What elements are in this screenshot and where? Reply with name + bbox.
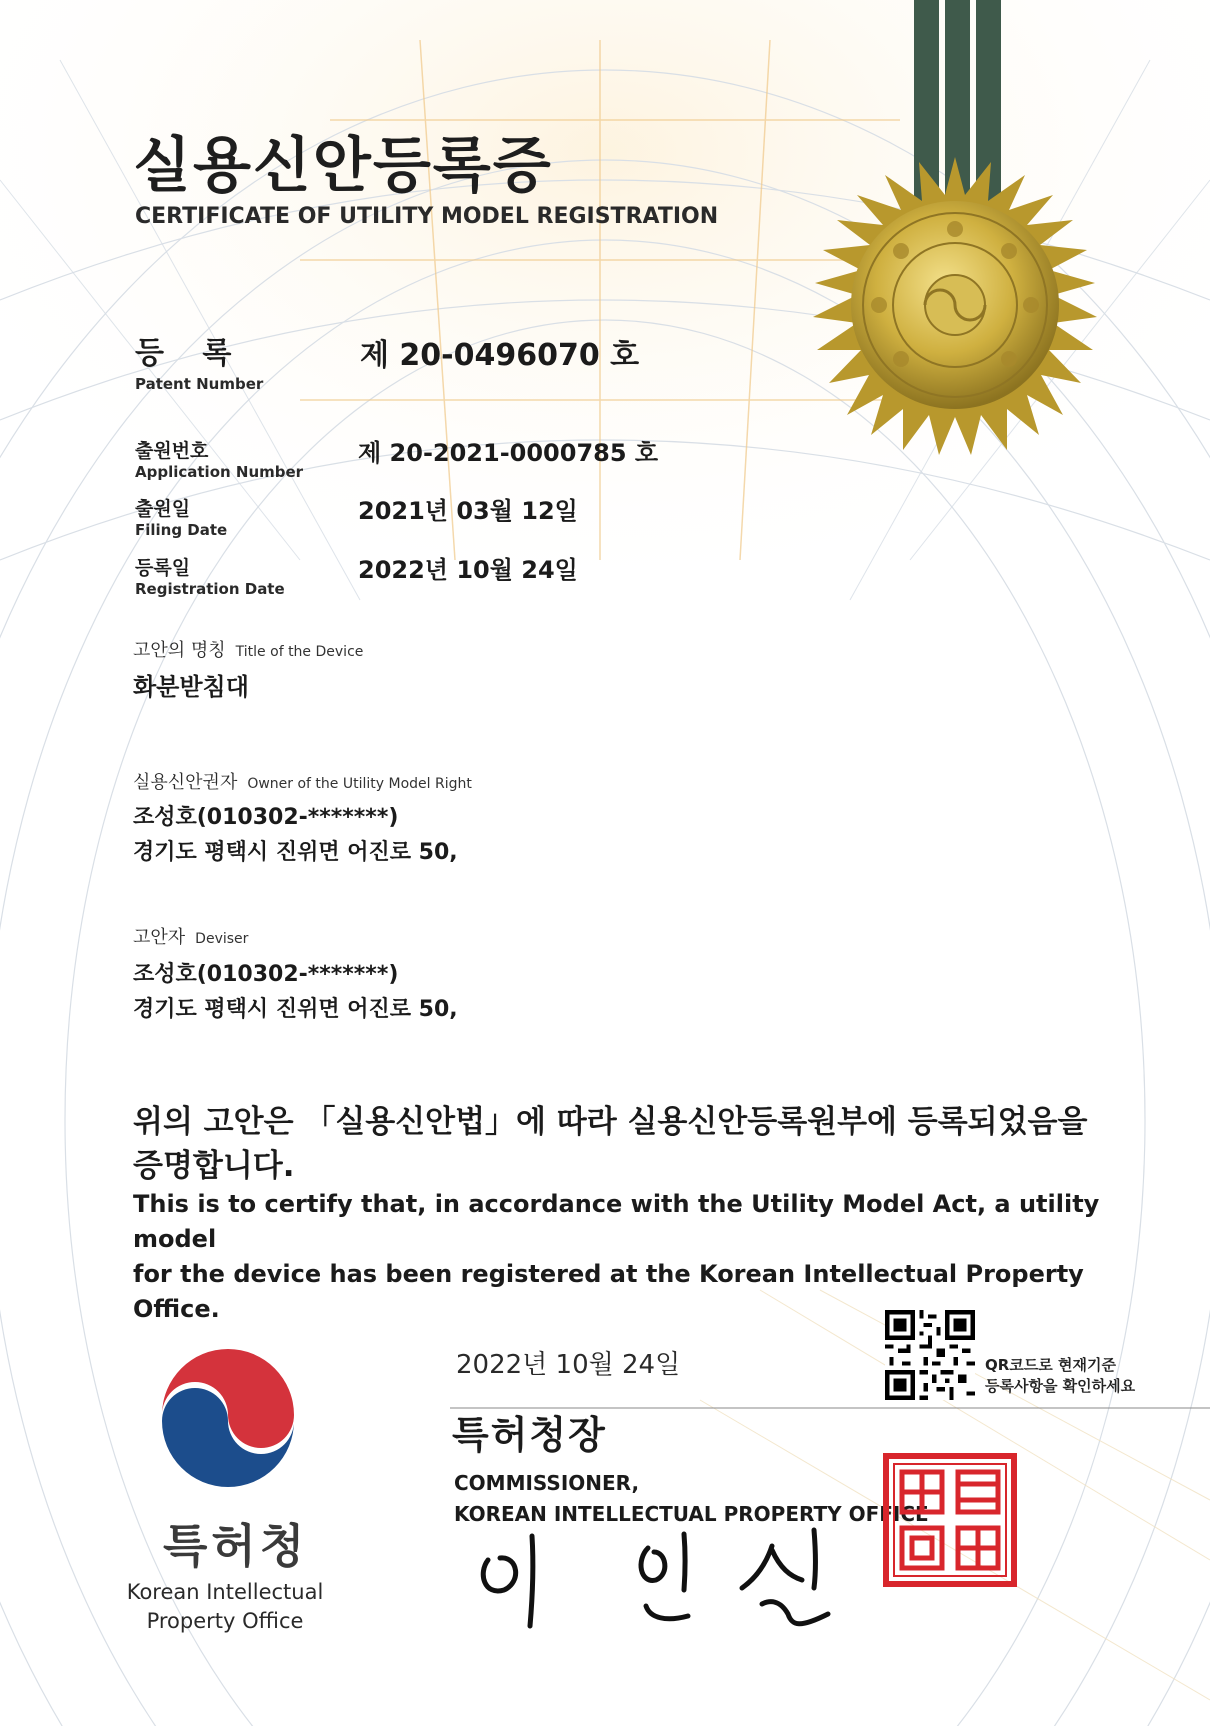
registration-date: 2022년 10월 24일 bbox=[358, 556, 578, 584]
commissioner-title-ko: 특허청장 bbox=[452, 1413, 607, 1457]
application-number: 제 20-2021-0000785 호 bbox=[358, 439, 659, 467]
statement-ko-line2: 증명합니다. bbox=[133, 1148, 295, 1184]
deviser-label-ko: 고안자 bbox=[133, 927, 186, 948]
application-label-en: Application Number bbox=[135, 463, 304, 481]
kipo-name-en bbox=[110, 1578, 340, 1636]
filing-label-ko: 출원일 bbox=[135, 498, 191, 520]
owner-address: 경기도 평택시 진위면 어진로 50, bbox=[133, 840, 458, 865]
official-red-seal bbox=[880, 1450, 1020, 1590]
statement-en-line1: This is to certify that, in accordance with the Utility Model Act, a utility model bbox=[133, 1190, 1100, 1253]
registration-label-ko: 등 록 bbox=[135, 336, 246, 371]
filing-label-en: Filing Date bbox=[135, 521, 228, 539]
deviser-label-en: Deviser bbox=[195, 931, 249, 947]
registration-label-en: Patent Number bbox=[135, 375, 264, 393]
owner-heading bbox=[133, 768, 472, 794]
owner-name: 조성호(010302-*******) bbox=[133, 805, 399, 830]
qr-code[interactable] bbox=[885, 1310, 975, 1400]
deviser-name: 조성호(010302-*******) bbox=[133, 962, 399, 987]
reg-date-label-en: Registration Date bbox=[135, 580, 285, 598]
certification-statement-ko bbox=[133, 1100, 1123, 1188]
commissioner-en-line2: KOREAN INTELLECTUAL PROPERTY OFFICE bbox=[454, 1502, 929, 1526]
device-title: 화분받침대 bbox=[133, 673, 249, 701]
kipo-name-ko: 특허청 bbox=[163, 1519, 309, 1573]
qr-note-line2: 등록사항을 확인하세요 bbox=[985, 1377, 1136, 1395]
qr-note-line1: QR코드로 현재기준 bbox=[985, 1356, 1116, 1374]
issue-date: 2022년 10월 24일 bbox=[456, 1350, 681, 1380]
gold-seal-emblem bbox=[800, 150, 1110, 460]
owner-label-en: Owner of the Utility Model Right bbox=[247, 776, 472, 792]
filing-date: 2021년 03월 12일 bbox=[358, 497, 578, 525]
owner-label-ko: 실용신안권자 bbox=[133, 772, 238, 793]
commissioner-en-line1: COMMISSIONER, bbox=[454, 1471, 640, 1495]
deviser-address: 경기도 평택시 진위면 어진로 50, bbox=[133, 997, 458, 1022]
statement-en-line2: for the device has been registered at the Korean Intellectual Property Office. bbox=[133, 1260, 1084, 1323]
registration-number: 제 20-0496070 호 bbox=[360, 338, 640, 373]
kipo-name-en-line2: Property Office bbox=[146, 1609, 304, 1633]
device-label-en: Title of the Device bbox=[235, 644, 364, 660]
certificate-title-en: CERTIFICATE OF UTILITY MODEL REGISTRATION bbox=[135, 204, 719, 229]
commissioner-signature bbox=[470, 1518, 870, 1648]
reg-date-label-ko: 등록일 bbox=[135, 557, 191, 579]
deviser-heading bbox=[133, 923, 248, 949]
kipo-name-en-line1: Korean Intellectual bbox=[126, 1580, 324, 1604]
device-heading bbox=[133, 636, 363, 662]
statement-ko-line1: 위의 고안은 「실용신안법」에 따라 실용신안등록원부에 등록되었음을 bbox=[133, 1104, 1088, 1140]
application-label-ko: 출원번호 bbox=[135, 440, 209, 462]
certificate-title-ko: 실용신안등록증 bbox=[133, 131, 553, 201]
qr-note bbox=[985, 1355, 1135, 1397]
device-label-ko: 고안의 명칭 bbox=[133, 640, 226, 661]
certification-statement-en bbox=[133, 1187, 1153, 1327]
kipo-taegeuk-logo bbox=[148, 1335, 308, 1495]
